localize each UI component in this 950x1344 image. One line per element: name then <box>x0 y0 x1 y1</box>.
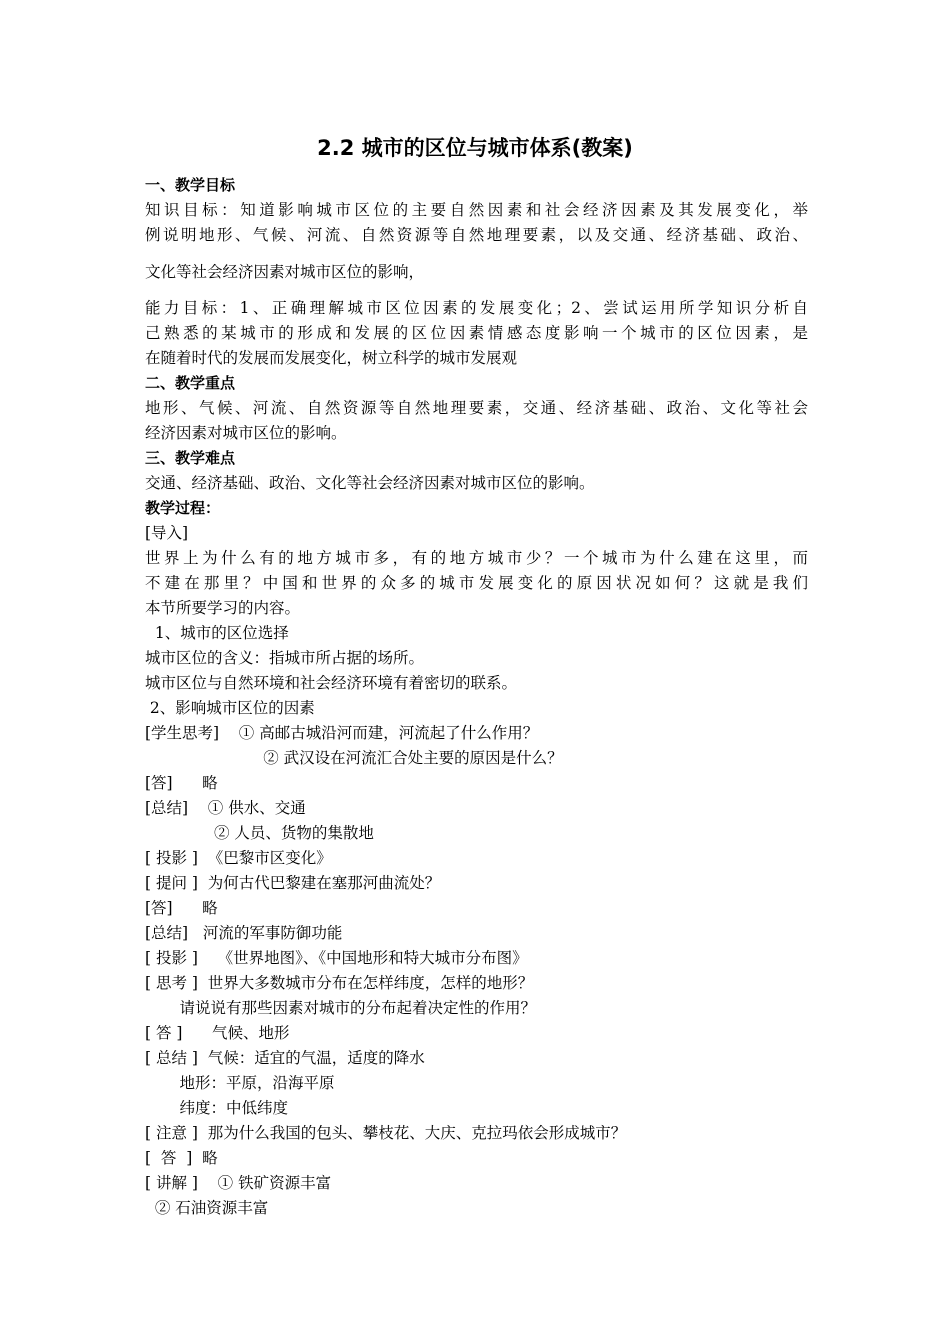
text-line: 2、影响城市区位的因素 <box>145 699 315 717</box>
text-line: 知识目标：知道影响城市区位的主要自然因素和社会经济因素及其发展变化，举 <box>145 201 808 219</box>
document-title: 2.2 城市的区位与城市体系(教案) <box>317 136 633 160</box>
text-line: 地形、气候、河流、自然资源等自然地理要素，交通、经济基础、政治、文化等社会 <box>145 399 808 417</box>
text-line: [ 投影 ] 《巴黎市区变化》 <box>145 849 332 867</box>
text-line: 能力目标：1、正确理解城市区位因素的发展变化；2、尝试运用所学知识分析自 <box>145 299 808 317</box>
text-line: 城市区位的含义：指城市所占据的场所。 <box>145 649 425 667</box>
text-line: ② 石油资源丰富 <box>145 1199 269 1217</box>
text-line: [ 总结 ] 气候：适宜的气温，适度的降水 <box>145 1049 425 1067</box>
text-line: 交通、经济基础、政治、文化等社会经济因素对城市区位的影响。 <box>145 474 595 492</box>
section-heading: 三、教学难点 <box>145 449 236 467</box>
text-line: [ 投影 ] 《世界地图》、《中国地形和特大城市分布图》 <box>145 949 528 967</box>
section-heading: 教学过程： <box>145 499 221 517</box>
text-line: [答] 略 <box>145 774 218 792</box>
text-line: 城市区位与自然环境和社会经济环境有着密切的联系。 <box>145 674 518 692</box>
text-line: [ 讲解 ] ① 铁矿资源丰富 <box>145 1174 332 1192</box>
text-line: 本节所要学习的内容。 <box>145 599 301 617</box>
text-line: [导入] <box>145 524 189 542</box>
text-line: 请说说有那些因素对城市的分布起着决定性的作用？ <box>145 999 536 1017</box>
text-line: 文化等社会经济因素对城市区位的影响， <box>145 263 425 281</box>
text-line: 世界上为什么有的地方城市多，有的地方城市少？一个城市为什么建在这里，而 <box>145 549 808 567</box>
text-line: 经济因素对城市区位的影响。 <box>145 424 347 442</box>
text-line: [ 思考 ] 世界大多数城市分布在怎样纬度，怎样的地形？ <box>145 974 534 992</box>
text-line: [总结] 河流的军事防御功能 <box>145 924 343 942</box>
text-line: 己熟悉的某城市的形成和发展的区位因素情感态度影响一个城市的区位因素，是 <box>145 324 808 342</box>
text-line: [总结] ① 供水、交通 <box>145 799 306 817</box>
text-line: ② 人员、货物的集散地 <box>145 824 374 842</box>
section-heading: 二、教学重点 <box>145 374 236 392</box>
text-line: 地形：平原，沿海平原 <box>145 1074 335 1092</box>
text-line: ② 武汉设在河流汇合处主要的原因是什么？ <box>145 749 563 767</box>
text-line: [答] 略 <box>145 899 218 917</box>
text-line: 1、城市的区位选择 <box>145 624 289 642</box>
text-line: [ 提问 ] 为何古代巴黎建在塞那河曲流处？ <box>145 874 441 892</box>
text-line: [ 答 ] 略 <box>145 1149 218 1167</box>
text-line: [ 注意 ] 那为什么我国的包头、攀枝花、大庆、克拉玛依会形成城市？ <box>145 1124 627 1142</box>
text-line: 纬度：中低纬度 <box>145 1099 288 1117</box>
section-heading: 一、教学目标 <box>145 176 236 194</box>
text-line: [学生思考] ① 高邮古城沿河而建，河流起了什么作用？ <box>145 724 539 742</box>
text-line: 在随着时代的发展而发展变化，树立科学的城市发展观 <box>145 349 518 367</box>
text-line: 不建在那里？中国和世界的众多的城市发展变化的原因状况如何？这就是我们 <box>145 574 808 592</box>
text-line: [ 答 ] 气候、地形 <box>145 1024 290 1042</box>
text-line: 例说明地形、气候、河流、自然资源等自然地理要素，以及交通、经济基础、政治、 <box>145 226 808 244</box>
